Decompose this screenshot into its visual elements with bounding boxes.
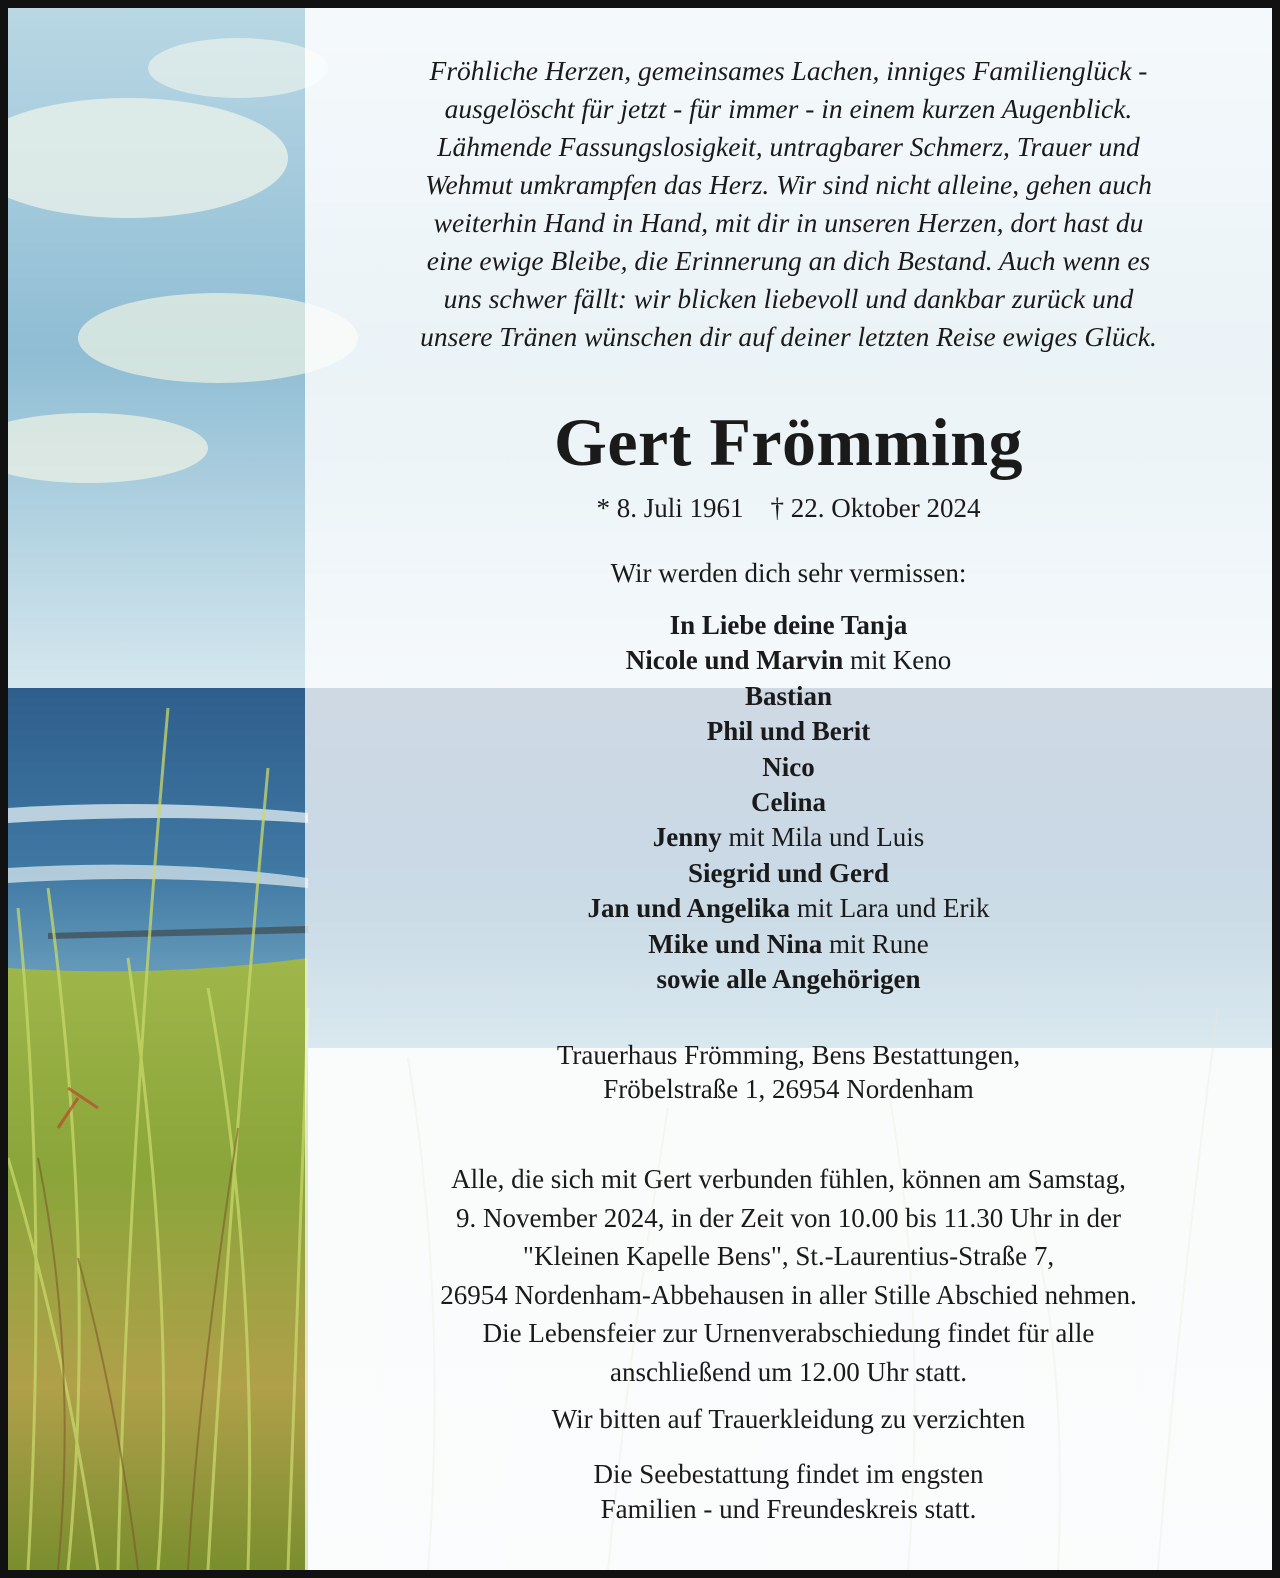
family-line: Siegrid und Gerd <box>687 857 890 888</box>
sea-burial-line: Familien - und Freundeskreis statt. <box>600 1494 977 1524</box>
notice-line: anschließend um 12.00 Uhr statt. <box>610 1356 967 1387</box>
family-line: Nicole und Marvin mit Keno <box>625 645 952 676</box>
notice-line: 9. November 2024, in der Zeit von 10.00 bis 11.30 Uhr in der <box>456 1202 1121 1233</box>
family-line: Celina <box>750 787 826 818</box>
notice-line: Alle, die sich mit Gert verbunden fühlen, können am Samstag, <box>451 1164 1126 1194</box>
verse-line: Wehmut umkrampfen das Herz. Wir sind nicht alleine, gehen auch <box>425 169 1152 200</box>
family-line: Phil und Berit <box>706 716 871 747</box>
death-date: † 22. Oktober 2024 <box>770 493 981 523</box>
miss-line: Wir werden dich sehr vermissen: <box>610 558 967 588</box>
notice-line: 26954 Nordenham-Abbehausen in aller Stille Abschied nehmen. <box>440 1279 1137 1310</box>
memorial-verse <box>335 52 1242 356</box>
birth-date: * 8. Juli 1961 <box>596 493 744 523</box>
notice-line: "Kleinen Kapelle Bens", St.-Laurentius-Straße 7, <box>522 1241 1055 1271</box>
family-line: Jenny mit Mila und Luis <box>652 822 925 853</box>
obituary-text <box>305 8 1272 1570</box>
family-line: sowie alle Angehörigen <box>656 964 921 995</box>
notice-line: Die Lebensfeier zur Urnenverabschiedung findet für alle <box>482 1318 1095 1348</box>
verse-line: Lähmende Fassungslosigkeit, untragbarer Schmerz, Trauer und <box>437 131 1140 162</box>
family-line: Nico <box>762 751 815 782</box>
verse-line: weiterhin Hand in Hand, mit dir in unseren Herzen, dort hast du <box>433 207 1144 238</box>
verse-line: eine ewige Bleibe, die Erinnerung an dich Bestand. Auch wenn es <box>426 245 1151 276</box>
family-line: In Liebe deine Tanja <box>669 610 908 640</box>
deceased-name: Gert Frömming <box>553 404 1024 480</box>
family-line: Jan und Angelika mit Lara und Erik <box>587 893 990 924</box>
family-line: Bastian <box>744 680 833 711</box>
verse-line: uns schwer fällt: wir blicken liebevoll und dankbar zurück und <box>443 283 1134 314</box>
sea-burial-note <box>305 1457 1272 1527</box>
funeral-home-address <box>305 1038 1272 1106</box>
family-list <box>305 608 1272 997</box>
verse-line: Fröhliche Herzen, gemeinsames Lachen, inniges Familienglück - <box>429 55 1148 86</box>
address-line: Trauerhaus Frömming, Bens Bestattungen, <box>556 1040 1021 1070</box>
life-dates <box>305 491 1272 525</box>
sea-burial-line: Die Seebestattung findet im engsten <box>593 1459 984 1489</box>
dress-code-note: Wir bitten auf Trauerkleidung zu verzichten <box>551 1404 1026 1434</box>
family-line: Mike und Nina mit Rune <box>648 928 929 959</box>
verse-line: ausgelöscht für jetzt - für immer - in einem kurzen Augenblick. <box>444 93 1133 124</box>
farewell-notice <box>305 1160 1272 1391</box>
address-line: Fröbelstraße 1, 26954 Nordenham <box>603 1074 974 1104</box>
verse-line: unsere Tränen wünschen dir auf deiner letzten Reise ewiges Glück. <box>420 321 1157 352</box>
